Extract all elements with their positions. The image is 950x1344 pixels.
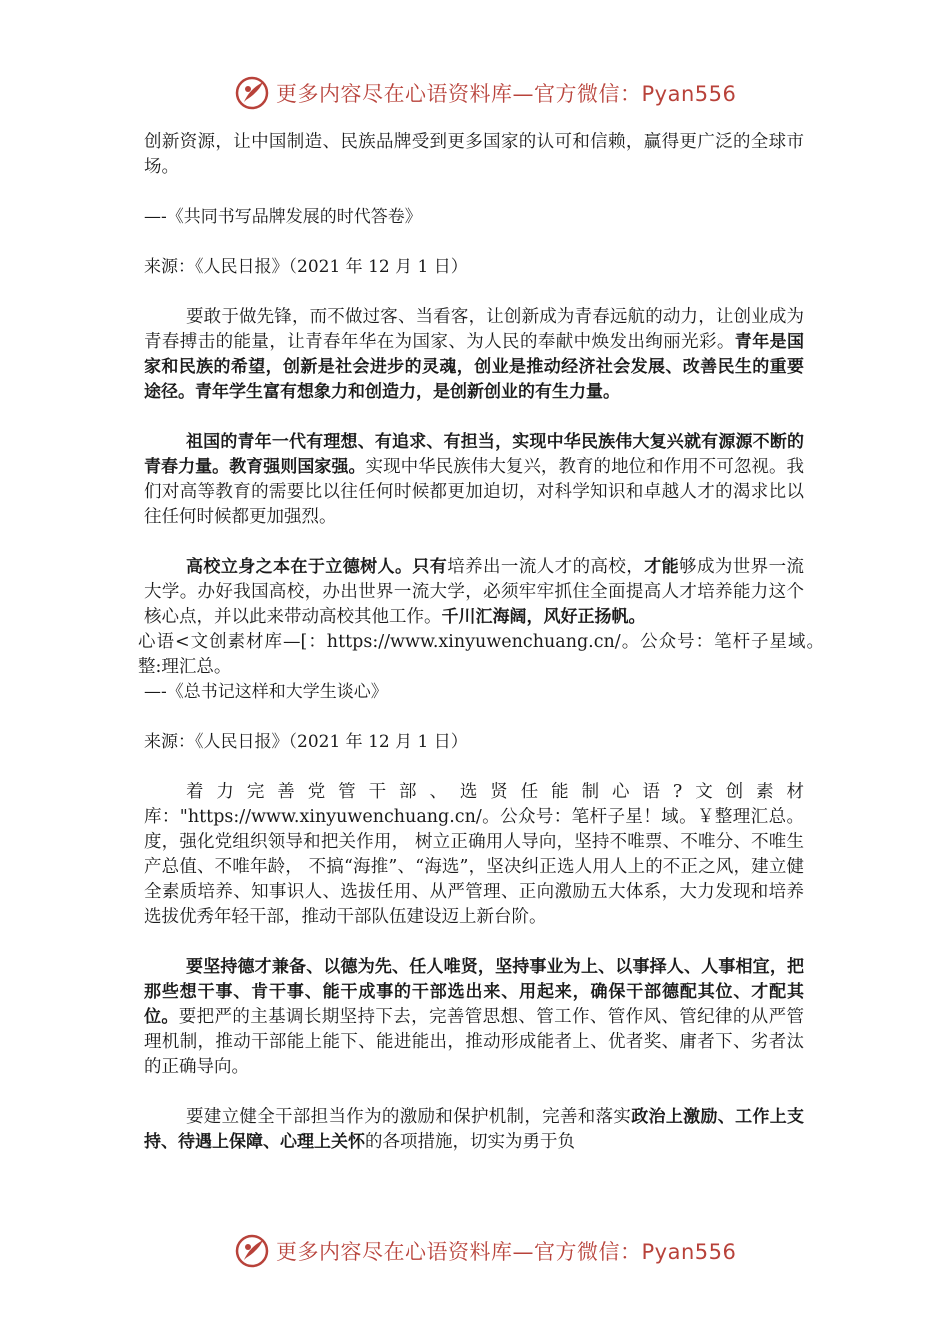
banner-text: 更多内容尽在心语资料库—官方微信：Pyan556 — [276, 82, 737, 106]
bold-text-run: 要坚持德才兼备、以德为先、任人唯贤，坚持事业为上、以事择人、人事相宜，把那些想干事、肯干事、能干成事的干部选出来、用起来，确保干部德配其位、才配其位。 — [144, 957, 804, 1027]
text-run: 培养出一流人才的高校， — [447, 557, 645, 577]
text-run: 够成为世界一流大学。办好我国高校，办出世界一流大学，必须牢牢抓住全面提高人才培养能力这个核心点，并以此来带动高校其他工作。 — [144, 557, 805, 627]
text-run: 要建立健全干部担当作为的激励和保护机制，完善和落实 — [186, 1107, 632, 1127]
watermark-text: 心语<文创素材库—[：https://www.xinyuwenchuang.cn/。公众号：笔杆子星域。整:理汇总。 — [138, 632, 824, 677]
quill-pen-circle-icon — [234, 1233, 270, 1269]
document-body — [138, 130, 824, 1155]
bold-text-run: 青年是国家和民族的希望，创新是社会进步的灵魂，创业是推动经济社会发展、改善民生的重要途径。青年学生富有想象力和创造力，是创新创业的有生力量。 — [144, 332, 805, 402]
paragraph — [144, 955, 804, 1080]
header-banner — [234, 73, 736, 113]
bold-text-run: 政治上激励、工作上支持、待遇上保障、心理上关怀 — [144, 1107, 804, 1152]
article-reference: —-《总书记这样和大学生谈心》 — [144, 682, 388, 702]
paragraph — [144, 1105, 804, 1155]
bold-text-run: 祖国的青年一代有理想、有追求、有担当，实现中华民族伟大复兴就有源源不断的青春力量。教育强则国家强。 — [144, 432, 804, 477]
text-run: 要敢于做先锋，而不做过客、当看客，让创新成为青春远航的动力，让创业成为青春搏击的能量，让青春年华在为国家、为人民的奉献中焕发出绚丽光彩。 — [144, 307, 804, 352]
bold-text-run: 千川汇海阔，风好正扬帆。 — [441, 607, 646, 627]
text-run: 实现中华民族伟大复兴，教育的地位和作用不可忽视。我们对高等教育的需要比以往任何时候都更加迫切，对科学知识和卓越人才的渴求比以往任何时候都更加强烈。 — [144, 457, 805, 527]
bold-text-run: 高校立身之本在于立德树人。只有 — [186, 557, 448, 577]
quill-pen-circle-icon — [234, 75, 270, 111]
source-line: 来源：《人民日报》（2021 年 12 月 1 日） — [144, 257, 468, 277]
source-line: 来源：《人民日报》（2021 年 12 月 1 日） — [144, 732, 468, 752]
text-run: 要把严的主基调长期坚持下去，完善管思想、管工作、管作风、管纪律的从严管理机制，推动干部能上能下、能进能出，推动形成能者上、优者奖、庸者下、劣者汰的正确导向。 — [144, 1007, 804, 1077]
paragraph: 着力完善党管干部、选贤任能制心语?文创素材库："https://www.xinyuwenchuang.cn/。公众号：笔杆子星！域。￥整理汇总。度，强化党组织领导和把关作用， 树立正确用人导向，坚持不唯票、不唯分、不唯生产总值、不唯年龄， 不搞“海推”、“海选”，坚决纠正选人用人上的不正之风，建立健全素质培养、知事识人、选拔任用、从严管理、正向激励五大体系，大力发现和培养选拔优秀年轻干部，推动干部队伍建设迈上新台阶。 — [144, 782, 804, 927]
article-reference: —-《共同书写品牌发展的时代答卷》 — [144, 207, 422, 227]
paragraph — [144, 430, 804, 530]
banner-text: 更多内容尽在心语资料库—官方微信：Pyan556 — [276, 1240, 737, 1264]
paragraph — [144, 305, 804, 405]
footer-banner — [234, 1231, 736, 1271]
paragraph: 创新资源，让中国制造、民族品牌受到更多国家的认可和信赖，赢得更广泛的全球市场。 — [144, 132, 804, 177]
bold-text-run: 才能 — [644, 557, 680, 577]
text-run: 的各项措施，切实为勇于负 — [365, 1132, 575, 1152]
paragraph — [144, 555, 804, 630]
